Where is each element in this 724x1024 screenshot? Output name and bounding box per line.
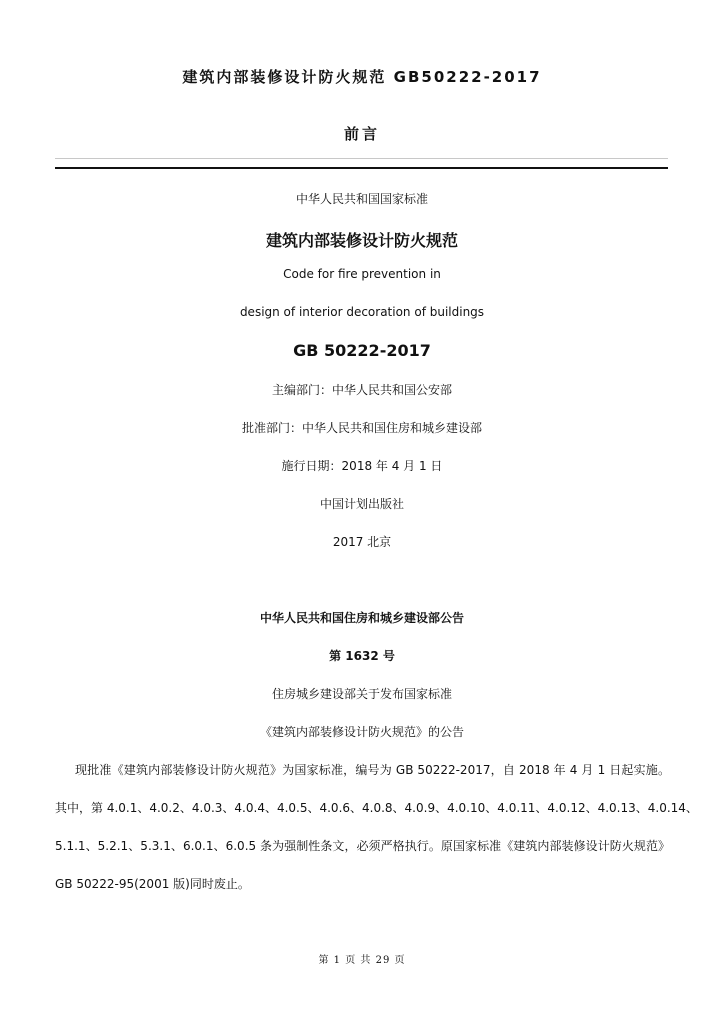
cover-effective-date: 施行日期：2018 年 4 月 1 日 [281,459,443,473]
header-rule-thin [55,158,668,159]
announcement-body-line-3: 5.1.1、5.2.1、5.3.1、6.0.1、6.0.5 条为强制性条文，必须严格执行。原国家标准《建筑内部装修设计防火规范》 [55,839,670,853]
cover-publication-place: 2017 北京 [332,535,392,549]
section-title: 前言 [343,125,380,143]
announcement-heading: 中华人民共和国住房和城乡建设部公告 [259,611,464,625]
announcement-body-line-4: GB 50222-95(2001 版)同时废止。 [55,877,250,891]
cover-publisher: 中国计划出版社 [319,497,404,511]
document-title: 建筑内部装修设计防火规范 GB50222-2017 [182,68,542,86]
page-number-footer: 第 1 页 共 29 页 [318,955,406,966]
announcement-subject-line-2: 《建筑内部装修设计防火规范》的公告 [259,725,464,739]
cover-standard-code: GB 50222-2017 [293,341,431,360]
announcement-subject-line-1: 住房城乡建设部关于发布国家标准 [271,687,452,701]
cover-approval-department: 批准部门：中华人民共和国住房和城乡建设部 [241,421,482,435]
announcement-number: 第 1632 号 [329,649,395,663]
cover-chief-department: 主编部门：中华人民共和国公安部 [271,383,452,397]
cover-title-en-line-1: Code for fire prevention in [283,267,441,281]
announcement-body-line-1: 现批准《建筑内部装修设计防火规范》为国家标准，编号为 GB 50222-2017，自 2018 年 4 月 1 日起实施。 [75,763,670,777]
cover-title-en-line-2: design of interior decoration of buildings [239,305,485,319]
header-rule-thick [55,167,668,169]
cover-issuer: 中华人民共和国国家标准 [295,192,428,206]
announcement-body-line-2: 其中，第 4.0.1、4.0.2、4.0.3、4.0.4、4.0.5、4.0.6、4.0.8、4.0.9、4.0.10、4.0.11、4.0.12、4.0.13、4.0.14、 [55,801,698,815]
cover-title-cn: 建筑内部装修设计防火规范 [265,231,458,250]
